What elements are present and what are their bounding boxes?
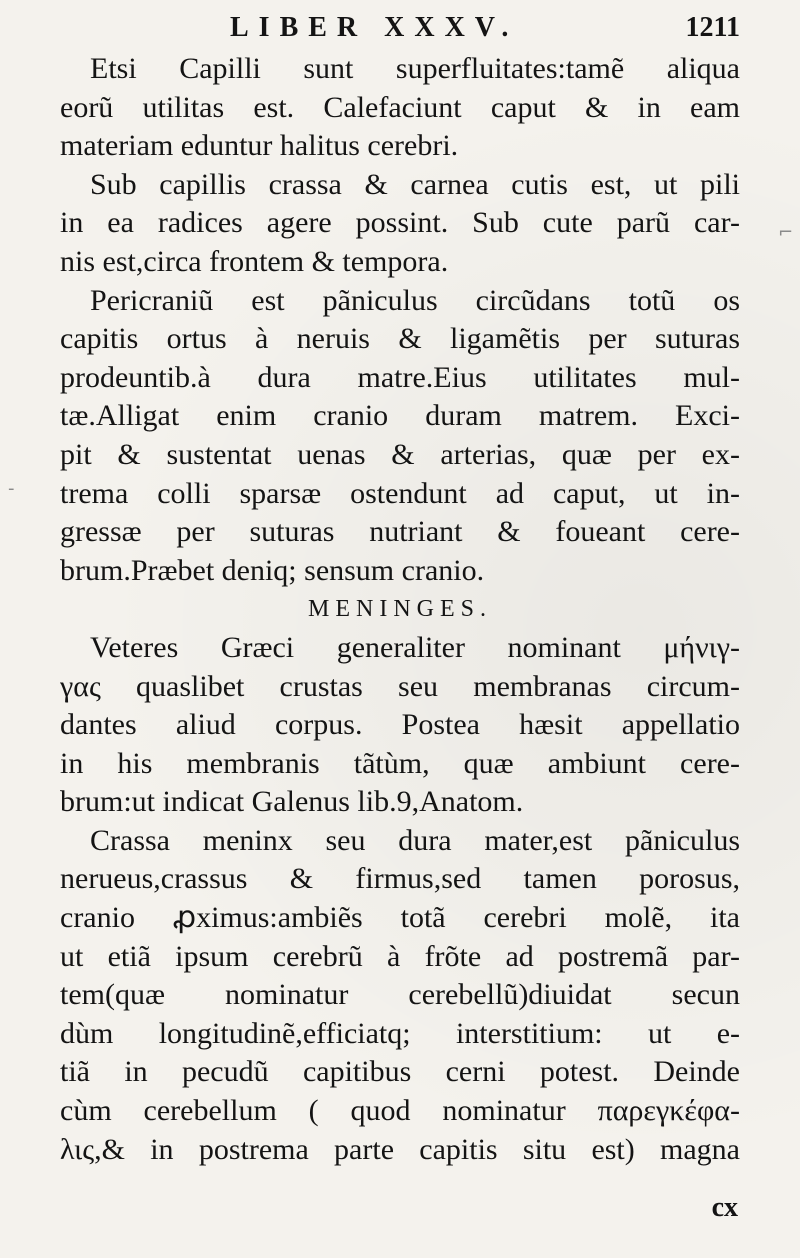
text-line: tæ.Alligat enim cranio duram matrem. Exci- (60, 399, 740, 433)
text-line: in his membranis tãtùm, quæ ambiunt cere- (60, 746, 740, 780)
text-line: prodeuntib.à dura matre.Eius utilitates mul- (60, 360, 740, 394)
text-line: trema colli sparsæ ostendunt ad caput, ut in- (60, 476, 740, 510)
section-heading: MENINGES. (308, 596, 492, 623)
text-line: dantes aliud corpus. Postea hæsit appellatio (60, 708, 740, 742)
catchword: cx (711, 1192, 738, 1223)
text-line: eorũ utilitas est. Calefaciunt caput & in eam (60, 90, 740, 124)
text-line: cranio ꝓximus:ambiẽs totã cerebri molẽ, ita (60, 901, 740, 935)
text-line: brum.Præbet deniq; sensum cranio. (60, 553, 485, 587)
paragraph (60, 629, 740, 822)
text-line: gressæ per suturas nutriant & foueant cere- (60, 515, 740, 549)
text-line: ut etiã ipsum cerebrũ à frõte ad postremã par- (60, 939, 740, 973)
text-line: tem(quæ nominatur cerebellũ)diuidat secun (60, 978, 740, 1012)
text-line: Etsi Capilli sunt superfluitates:tamẽ aliqua (90, 52, 740, 85)
text-line: in ea radices agere possint. Sub cute parũ car- (60, 206, 740, 240)
text-line: Veteres Græci generaliter nominant μήνιγ- (90, 630, 740, 664)
text-line: γας quaslibet crustas seu membranas circum- (60, 669, 740, 703)
text-line: pit & sustentat uenas & arterias, quæ per ex- (60, 437, 740, 471)
margin-mark: - (8, 478, 15, 499)
page-header (60, 8, 740, 48)
text-line: λις,& in postrema parte capitis situ est) magna (60, 1132, 740, 1166)
paragraph (60, 166, 740, 282)
body-text (60, 50, 740, 1169)
paragraph (60, 282, 740, 591)
text-line: nerueus,crassus & firmus,sed tamen porosus, (60, 862, 740, 896)
paragraph (60, 822, 740, 1169)
text-line: materiam eduntur halitus cerebri. (60, 129, 459, 163)
margin-mark: ⌐ (778, 222, 794, 243)
text-line: dùm longitudinẽ,efficiatq; interstitium: ut e- (60, 1016, 740, 1050)
running-head: LIBER XXXV. (230, 12, 519, 43)
text-line: cùm cerebellum ( quod nominatur παρεγκέφα- (60, 1094, 740, 1128)
text-line: tiã in pecudũ capitibus cerni potest. Deinde (60, 1055, 740, 1089)
text-line: nis est,circa frontem & tempora. (60, 244, 449, 278)
text-line: brum:ut indicat Galenus lib.9,Anatom. (60, 785, 524, 819)
text-line: Crassa meninx seu dura mater,est pãniculus (90, 823, 740, 857)
folio-number: 1211 (685, 12, 740, 43)
paragraph (60, 50, 740, 166)
text-line: Sub capillis crassa & carnea cutis est, ut pili (90, 167, 740, 201)
text-line: Pericraniũ est pãniculus circũdans totũ os (90, 283, 740, 317)
text-line: capitis ortus à neruis & ligamẽtis per suturas (60, 322, 740, 356)
